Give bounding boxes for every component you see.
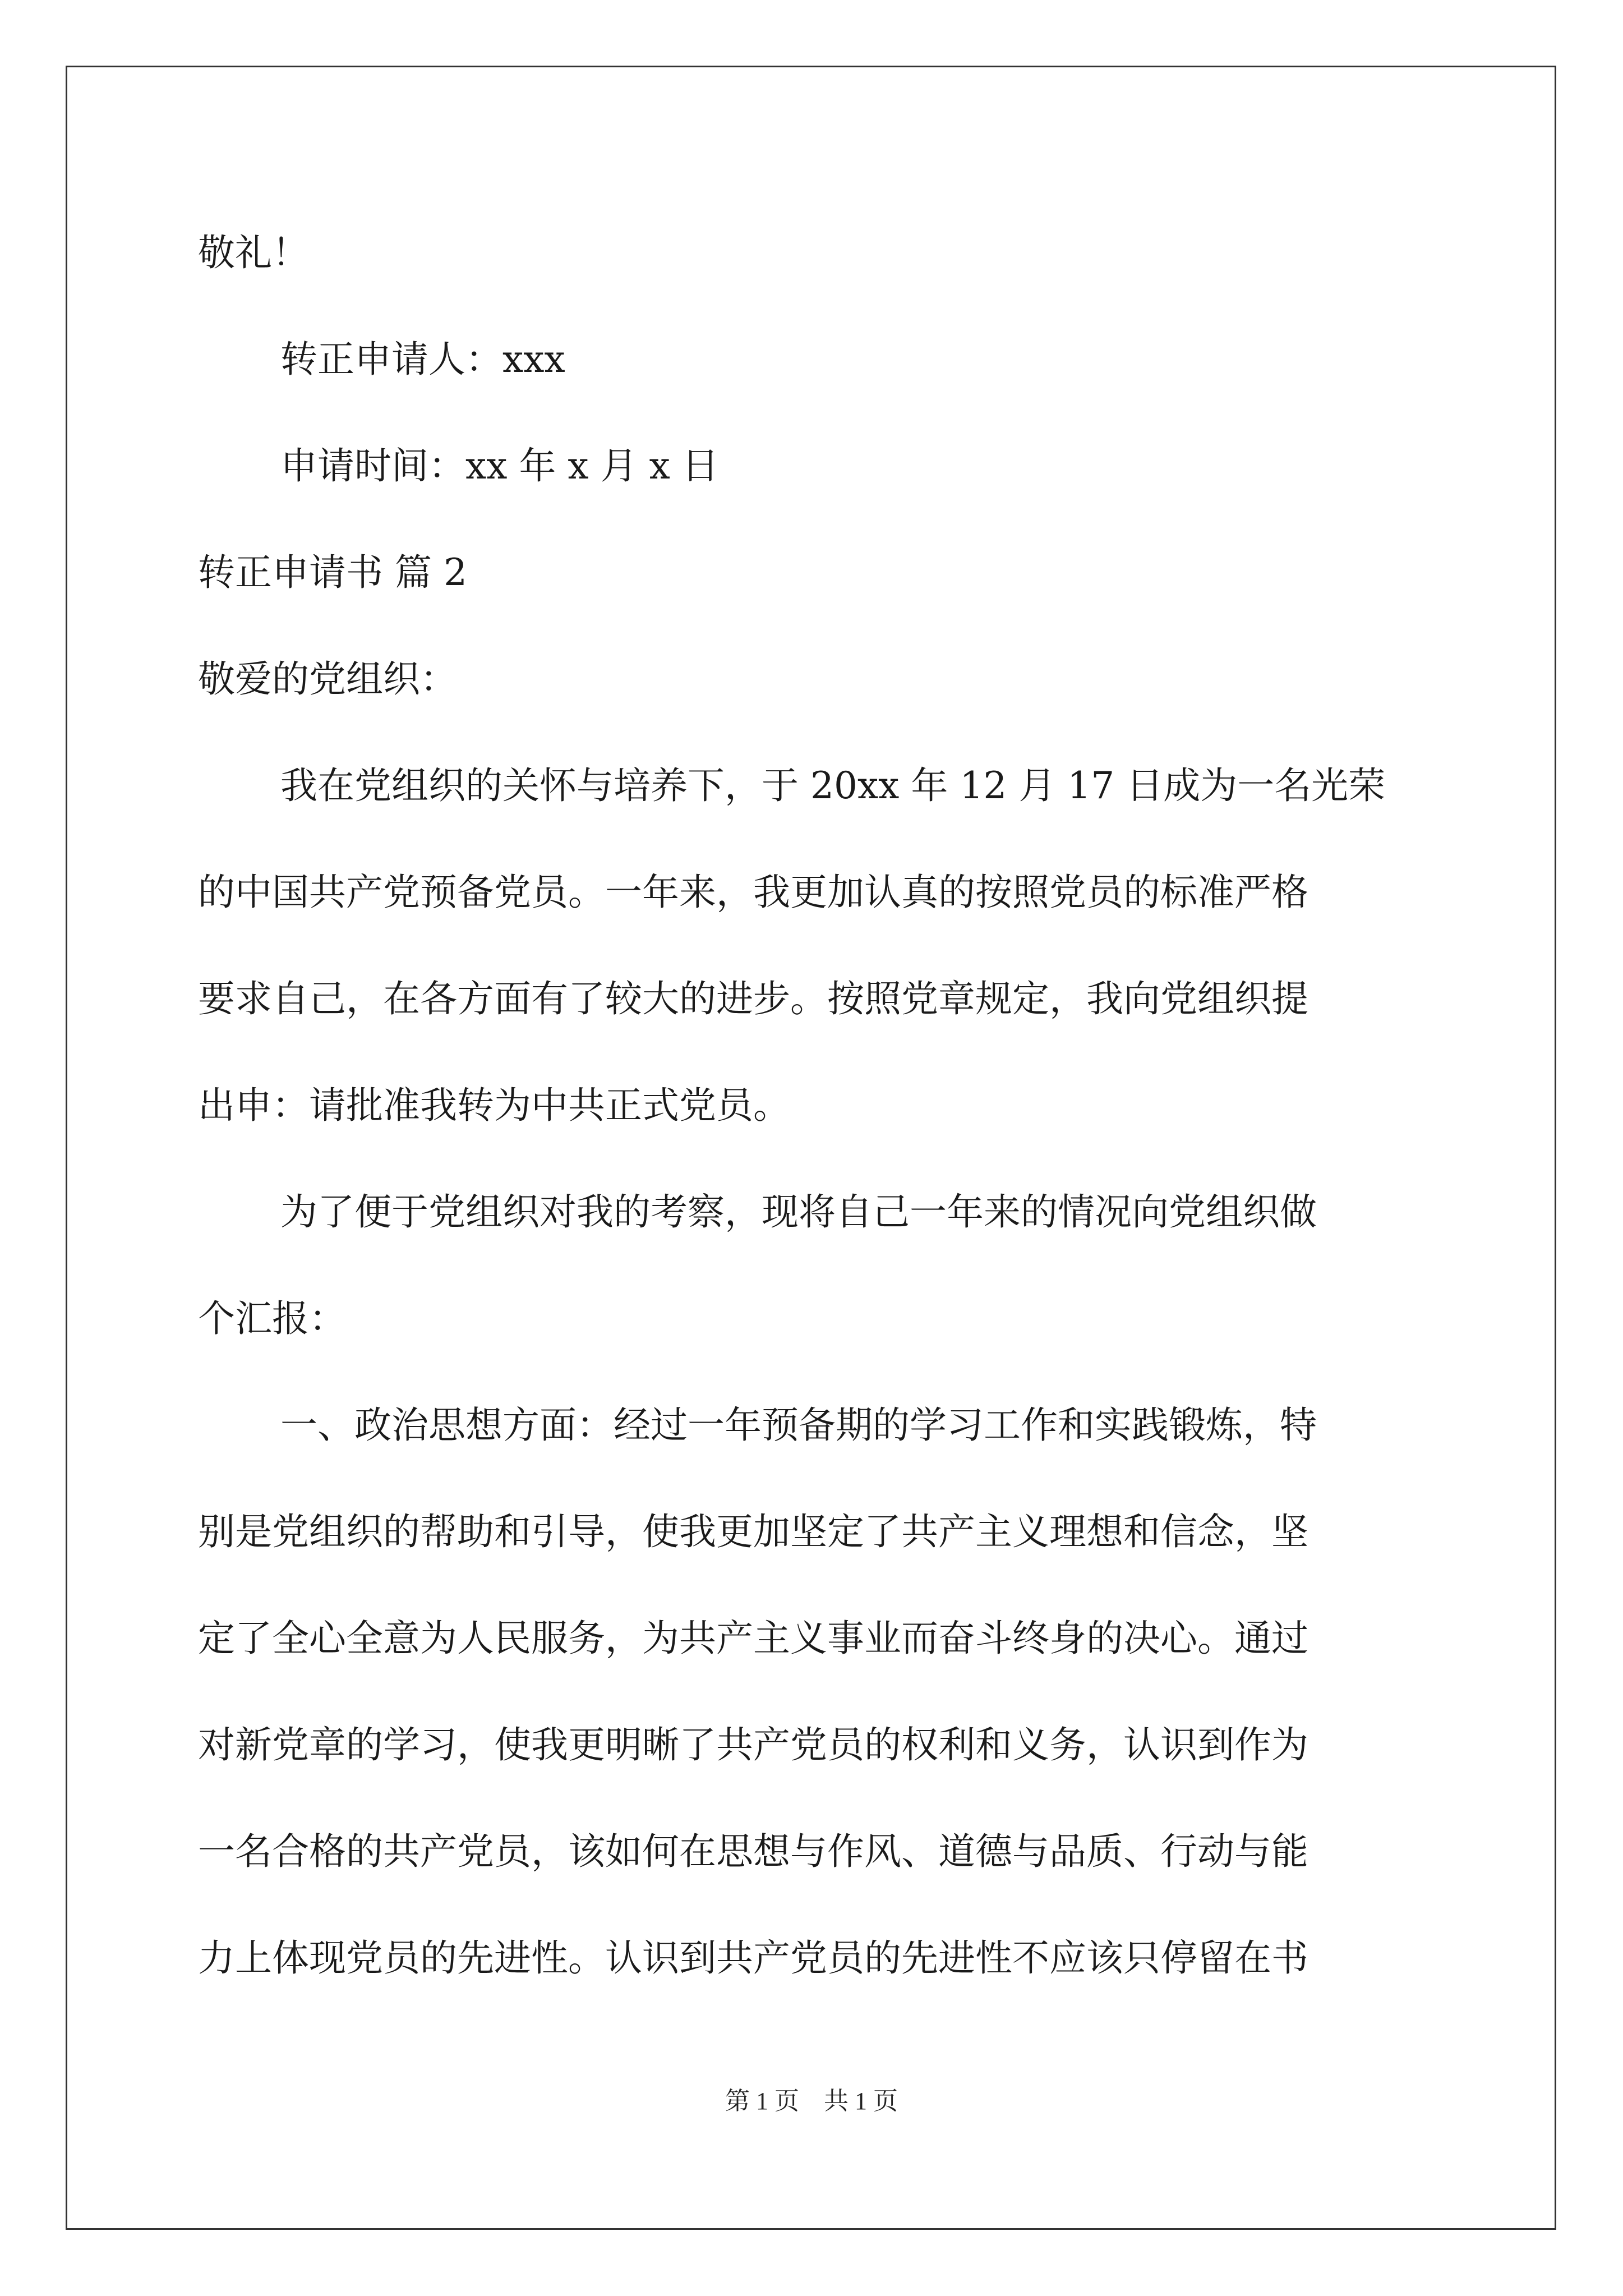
paragraph-line: 的中国共产党预备党员。一年来，我更加认真的按照党员的标准严格 [198, 871, 1308, 914]
paragraph-line: 一、政治思想方面：经过一年预备期的学习工作和实践锻炼，特 [280, 1404, 1317, 1447]
paragraph-line: 个汇报： [198, 1297, 346, 1340]
paragraph-line: 为了便于党组织对我的考察，现将自己一年来的情况向党组织做 [280, 1190, 1317, 1234]
paragraph-line: 定了全心全意为人民服务，为共产主义事业而奋斗终身的决心。通过 [198, 1617, 1308, 1660]
salutation-closing: 敬礼！ [198, 231, 309, 274]
applicant-line: 转正申请人：xxx [280, 338, 565, 381]
paragraph-line: 出申：请批准我转为中共正式党员。 [198, 1084, 790, 1127]
page-border [66, 66, 1556, 2230]
greeting: 敬爱的党组织： [198, 657, 457, 701]
section-heading: 转正申请书 篇 2 [198, 551, 467, 594]
page-number-footer: 第 1 页 共 1 页 [725, 2087, 898, 2115]
paragraph-line: 一名合格的共产党员，该如何在思想与作风、道德与品质、行动与能 [198, 1830, 1308, 1873]
paragraph-line: 力上体现党员的先进性。认识到共产党员的先进性不应该只停留在书 [198, 1936, 1308, 1980]
paragraph-line: 对新党章的学习，使我更明晰了共产党员的权利和义务，认识到作为 [198, 1723, 1308, 1766]
paragraph-line: 别是党组织的帮助和引导，使我更加坚定了共产主义理想和信念，坚 [198, 1510, 1308, 1553]
application-date: 申请时间：xx 年 x 月 x 日 [280, 444, 719, 487]
paragraph-line: 要求自己，在各方面有了较大的进步。按照党章规定，我向党组织提 [198, 977, 1308, 1020]
paragraph-line: 我在党组织的关怀与培养下，于 20xx 年 12 月 17 日成为一名光荣 [280, 764, 1386, 807]
